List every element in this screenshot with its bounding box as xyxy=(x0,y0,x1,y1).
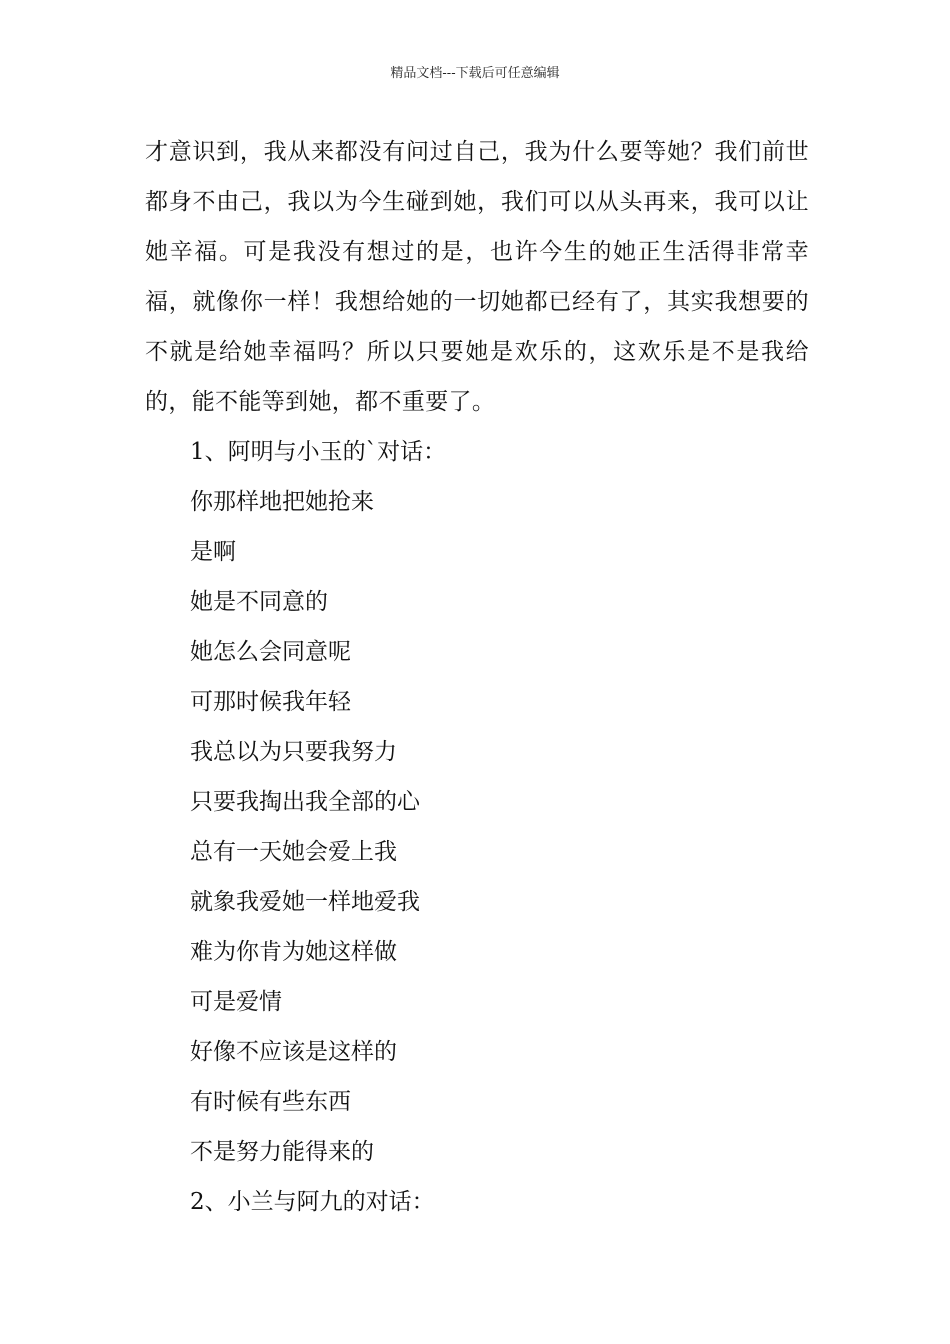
page-header: 精品文档---下载后可任意编辑 xyxy=(390,66,560,81)
section-heading-2: 2、小兰与阿九的对话： xyxy=(190,1189,435,1215)
dialogue-line: 我总以为只要我努力 xyxy=(190,739,397,765)
section-heading-1: 1、阿明与小玉的`对话： xyxy=(190,439,447,465)
document-body xyxy=(145,127,809,1227)
dialogue-line: 不是努力能得来的 xyxy=(190,1139,374,1165)
dialogue-line: 只要我掏出我全部的心 xyxy=(190,789,420,815)
dialogue-line: 就象我爱她一样地爱我 xyxy=(190,889,420,915)
dialogue-line: 可是爱情 xyxy=(190,989,282,1015)
dialogue-line: 她怎么会同意呢 xyxy=(190,639,351,665)
dialogue-line: 好像不应该是这样的 xyxy=(190,1039,397,1065)
dialogue-line: 难为你肯为她这样做 xyxy=(190,939,397,965)
opening-paragraph: 才意识到，我从来都没有问过自己，我为什么要等她？我们前世都身不由己，我以为今生碰到她，我们可以从头再来，我可以让她辛福。可是我没有想过的是，也许今生的她正生活得非常幸福，就像你一样！我想给她的一切她都已经有了，其实我想要的不就是给她幸福吗？所以只要她是欢乐的，这欢乐是不是我给的，能不能等到她，都不重要了。 xyxy=(145,139,809,415)
dialogue-line: 可那时候我年轻 xyxy=(190,689,351,715)
dialogue-line: 有时候有些东西 xyxy=(190,1089,351,1115)
dialogue-line: 她是不同意的 xyxy=(190,589,328,615)
dialogue-line: 是啊 xyxy=(190,539,236,565)
dialogue-line: 总有一天她会爱上我 xyxy=(190,839,397,865)
dialogue-line: 你那样地把她抢来 xyxy=(190,489,374,515)
